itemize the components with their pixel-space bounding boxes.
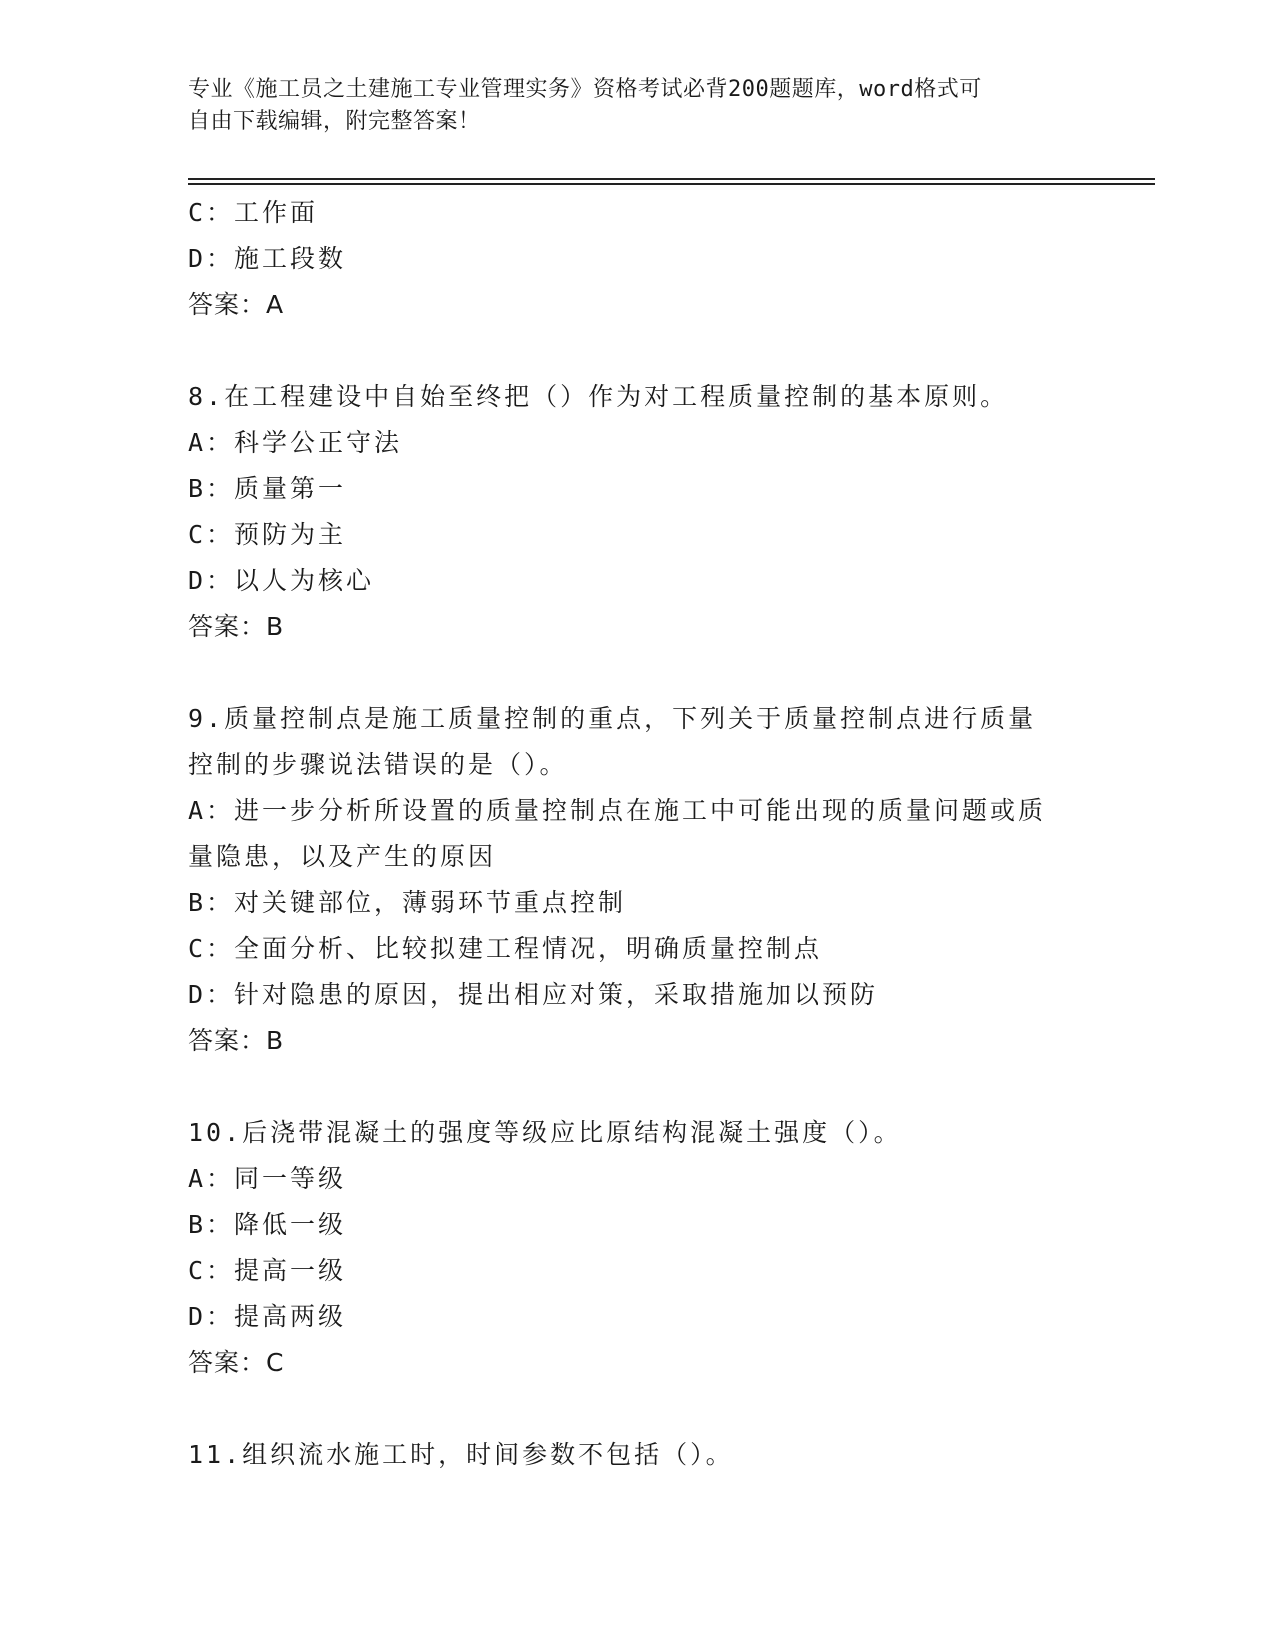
question-text-continued: 控制的步骤说法错误的是（）。 bbox=[188, 750, 568, 779]
answer-line: 答案：B bbox=[188, 1026, 285, 1055]
header-line-1: 专业《施工员之土建施工专业管理实务》资格考试必背200题题库，word格式可 bbox=[188, 77, 982, 102]
option-a: A：进一步分析所设置的质量控制点在施工中可能出现的质量问题或质 bbox=[188, 796, 1047, 825]
option-c: C：全面分析、比较拟建工程情况，明确质量控制点 bbox=[188, 934, 823, 963]
option-a: A：科学公正守法 bbox=[188, 428, 403, 457]
option-a: A：同一等级 bbox=[188, 1164, 347, 1193]
option-d: D：施工段数 bbox=[188, 244, 347, 273]
option-b: B：对关键部位，薄弱环节重点控制 bbox=[188, 888, 627, 917]
header-divider-top bbox=[188, 178, 1155, 180]
option-d: D：针对隐患的原因，提出相应对策，采取措施加以预防 bbox=[188, 980, 879, 1009]
question-text: 10.后浇带混凝土的强度等级应比原结构混凝土强度（）。 bbox=[188, 1118, 902, 1147]
answer-line: 答案：A bbox=[188, 290, 285, 319]
question-text: 11.组织流水施工时，时间参数不包括（）。 bbox=[188, 1440, 734, 1469]
option-c: C：预防为主 bbox=[188, 520, 347, 549]
option-b: B：质量第一 bbox=[188, 474, 347, 503]
question-text: 8.在工程建设中自始至终把（）作为对工程质量控制的基本原则。 bbox=[188, 382, 1009, 411]
option-a-continued: 量隐患，以及产生的原因 bbox=[188, 842, 497, 871]
answer-line: 答案：B bbox=[188, 612, 285, 641]
option-d: D：提高两级 bbox=[188, 1302, 347, 1331]
header-divider-bottom bbox=[188, 183, 1155, 185]
option-c: C：工作面 bbox=[188, 198, 319, 227]
question-list bbox=[188, 190, 1088, 1478]
header-line-2: 自由下载编辑，附完整答案！ bbox=[188, 109, 481, 134]
question-text: 9.质量控制点是施工质量控制的重点，下列关于质量控制点进行质量 bbox=[188, 704, 1037, 733]
answer-line: 答案：C bbox=[188, 1348, 285, 1377]
document-header bbox=[188, 74, 1068, 138]
option-c: C：提高一级 bbox=[188, 1256, 347, 1285]
option-d: D：以人为核心 bbox=[188, 566, 375, 595]
option-b: B：降低一级 bbox=[188, 1210, 347, 1239]
